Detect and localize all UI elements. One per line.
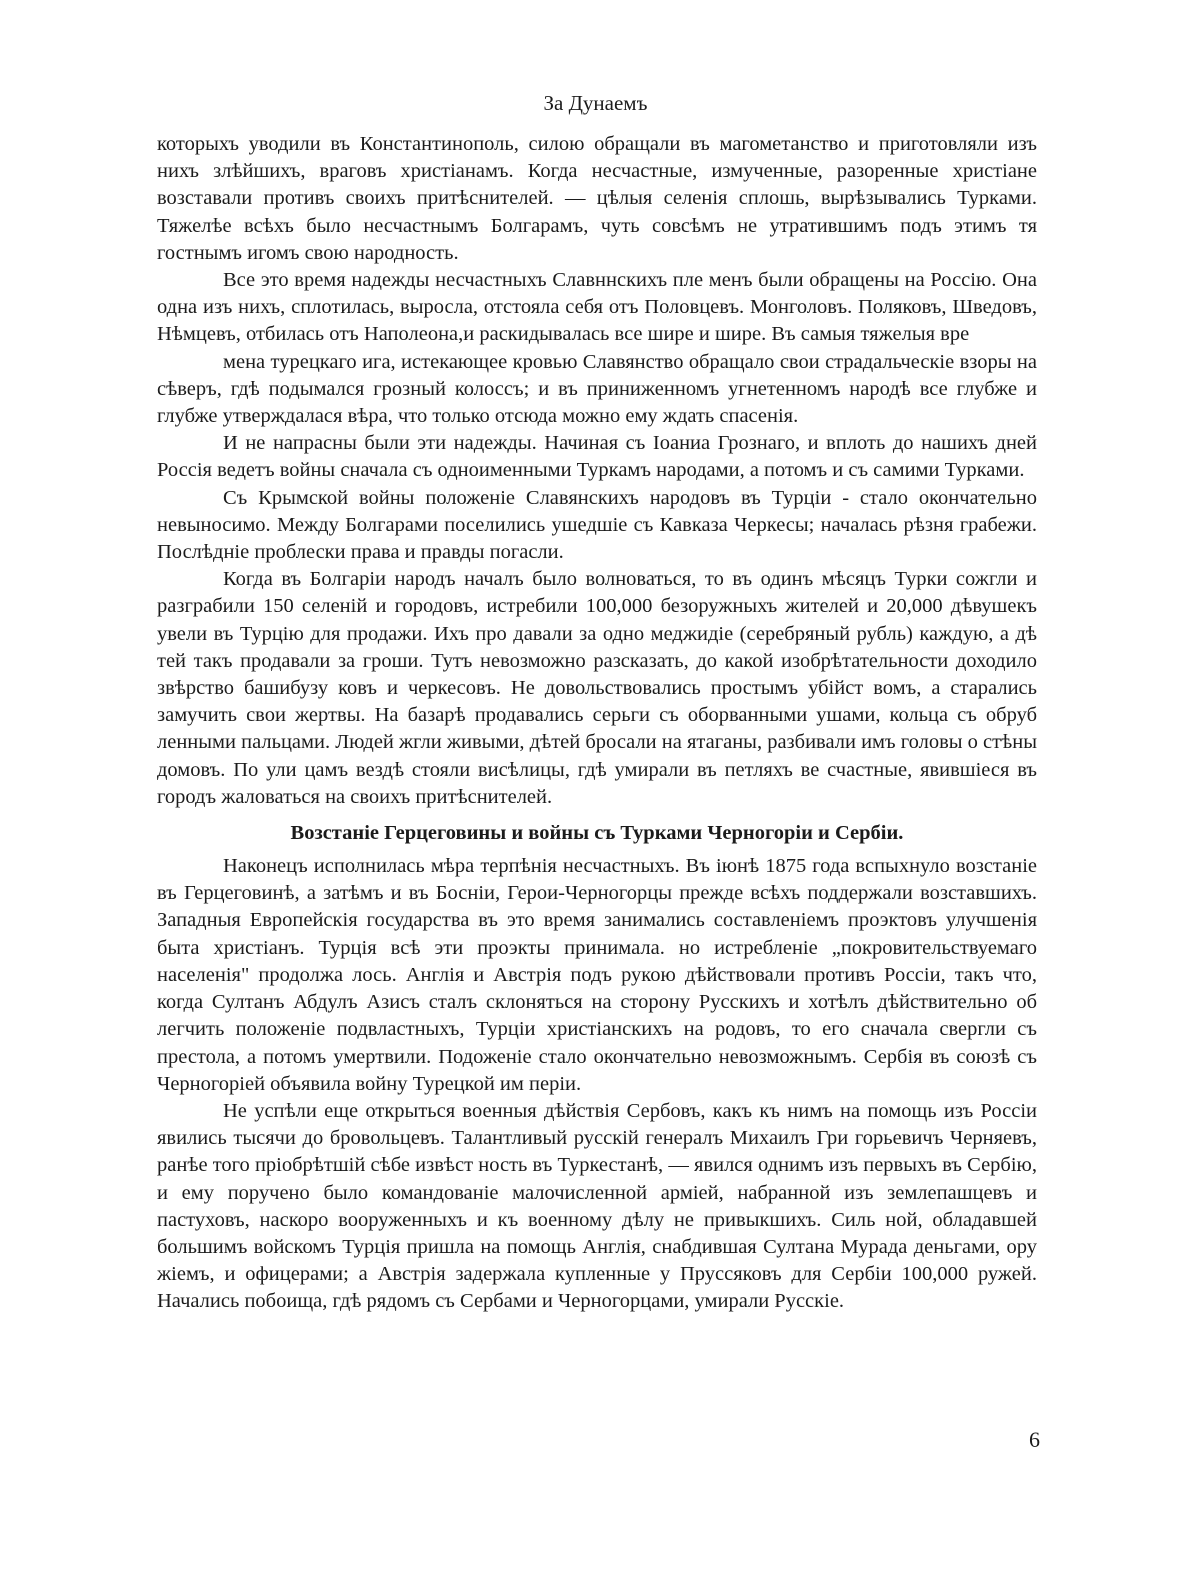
paragraph: И не напрасны были эти надежды. Начиная съ Іоаниа Грознаго, и вплоть до нашихъ дней Россія ведетъ войны сначала съ одноименными Туркамъ народами, а потомъ и съ самими Турками. (157, 432, 1037, 482)
page-number: 6 (1029, 1427, 1040, 1452)
paragraph: которыхъ уводили въ Константинополь, силою обращали въ магометанство и приготовляли изъ нихъ злѣйшихъ, враговъ христіанамъ. Когда несчастные, измученные, разоренные христіане возставали противъ своихъ притѣснителей. — цѣлыя селенія сплошь, вырѣзывались Турками. Тяжелѣе всѣхъ было несчастнымъ Болгарамъ, чуть совсѣмъ не утратившимъ подъ этимъ тя гостнымъ игомъ свою народность. (157, 133, 1037, 264)
paragraph: Не успѣли еще открыться военныя дѣйствія Сербовъ, какъ къ нимъ на помощь изъ Россіи явились тысячи до бровольцевъ. Талантливый русскій генералъ Михаилъ Гри горьевичъ Черняевъ, ранѣе того пріобрѣтшій сѣбе извѣст ность въ Туркестанѣ, — явился однимъ изъ первыхъ въ Сербію, и ему поручено было командованіе малочисленной арміей, набранной изъ землепашцевъ и пастуховъ, наскоро вооруженныхъ и къ военному дѣлу не привыкшихъ. Силь ной, обладавшей большимъ войскомъ Турція пришла на помощь Англія, снабдившая Султана Мурада деньгами, ору жіемъ, и офицерами; а Австрія задержала купленные у Пруссяковъ для Сербіи 100,000 ружей. Начались побоища, гдѣ рядомъ съ Сербами и Черногорцами, умирали Русскіе. (157, 1099, 1037, 1313)
paragraph: Все это время надежды несчастныхъ Славннскихъ пле менъ были обращены на Россію. Она одна изъ нихъ, сплотилась, выросла, отстояла себя отъ Половцевъ. Монголовъ. Поляковъ, Шведовъ, Нѣмцевъ, отбилась отъ Наполеона,и раскидывалась все шире и шире. Въ самыя тяжелыя вре (157, 269, 1037, 346)
paragraph: мена турецкаго ига, истекающее кровью Славянство обращало свои страдальческіе взоры на сѣверъ, гдѣ подымался грозный колоссъ; и въ приниженномъ угнетенномъ народѣ все глубже и глубже утверждалася вѣра, что только отсюда можно ему ждать спасенія. (157, 350, 1037, 428)
paragraph: Съ Крымской войны положеніе Славянскихъ народовъ въ Турціи - стало окончательно невыносимо. Между Болгарами поселились ушедшіе съ Кавказа Черкесы; началась рѣзня грабежи. Послѣдніе проблески права и правды погасли. (157, 486, 1037, 564)
paragraph: Наконецъ исполнилась мѣра терпѣнія несчастныхъ. Въ іюнѣ 1875 года вспыхнуло возстаніе въ Герцеговинѣ, а затѣмъ и въ Босніи, Герои-Черногорцы прежде всѣхъ поддержали возставшихъ. Западныя Европейскія государства въ это время занимались составленіемъ проэктовъ улучшенія быта христіанъ. Турція всѣ эти проэкты принимала. но истребленіе „покровительствуемаго населенія" продолжа лось. Англія и Австрія подъ рукою дѣйствовали противъ Россіи, такъ что, когда Султанъ Абдулъ Азисъ сталъ склоняться на сторону Русскихъ и хотѣлъ дѣйствительно об легчить положеніе подвластныхъ, Турціи христіанскихъ на родовъ, то его сначала свергли съ престола, а потомъ умертвили. Подоженіе стало окончательно невозможнымъ. Сербія въ союзѣ съ Черногоріей объявила войну Турецкой им періи. (157, 855, 1037, 1095)
running-header: За Дунаемъ (543, 91, 648, 115)
section-heading: Возстаніе Герцеговины и войны съ Турками Черногоріи и Сербіи. (290, 822, 904, 845)
paragraph: Когда въ Болгаріи народъ началъ было волноваться, то въ одинъ мѣсяцъ Турки сожгли и разграбили 150 селеній и городовъ, истребили 100,000 безоружныхъ жителей и 20,000 дѣвушекъ увели въ Турцію для продажи. Ихъ про давали за одно меджидіе (серебряный рубль) каждую, а дѣ тей такъ продавали за гроши. Тутъ невозможно разсказать, до какой изобрѣтательности доходило звѣрство башибузу ковъ и черкесовъ. Не довольствовались простымъ убійст вомъ, а старались замучить свои жертвы. На базарѣ продавались серьги съ оборванными ушами, кольца съ обруб ленными пальцами. Людей жгли живыми, дѣтей бросали на ятаганы, разбивали имъ головы о стѣны домовъ. По ули цамъ вездѣ стояли висѣлицы, гдѣ умирали въ петляхъ ве счастные, явившіеся въ городъ жаловаться на своихъ притѣснителей. (157, 568, 1037, 808)
body-text (157, 131, 1037, 1316)
